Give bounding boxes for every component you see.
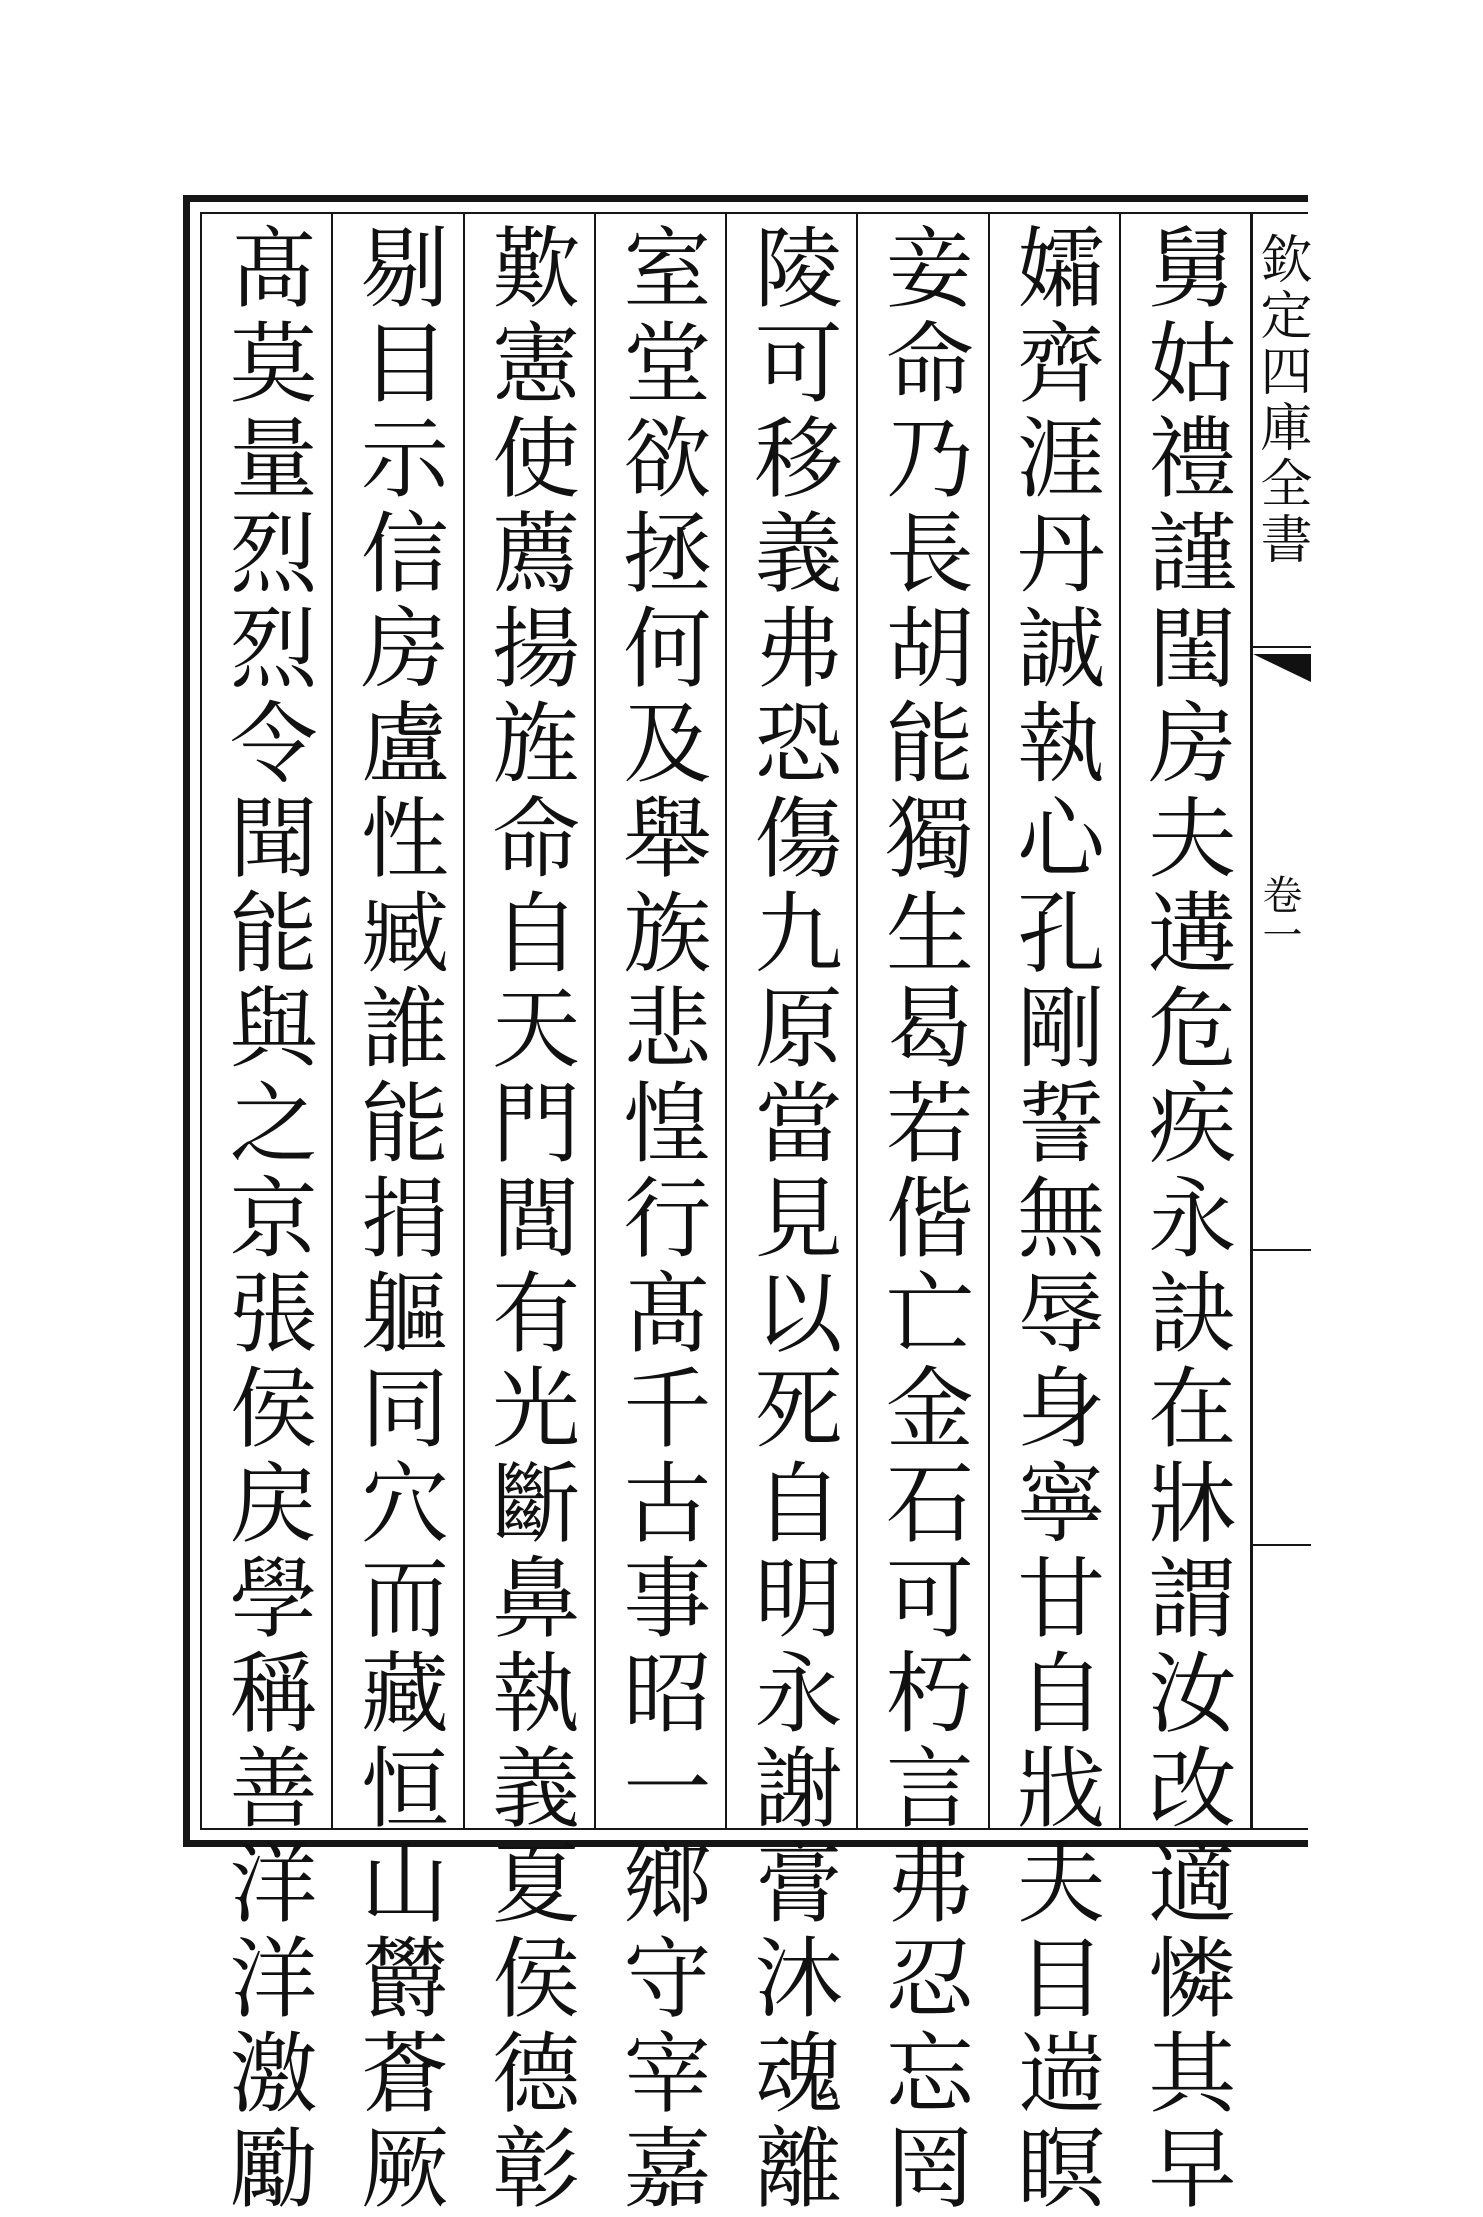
center-gutter: [1250, 214, 1311, 1828]
fish-tail-mark: [1253, 654, 1311, 682]
text-column-2: [988, 214, 1119, 2217]
gutter-divider-top: [1253, 646, 1311, 648]
inner-border: [200, 212, 1311, 2217]
text-columns: [202, 214, 1250, 2217]
column-text-1: 舅姑禮謹閨房夫遘危疾永訣在牀謂汝改適憐其早: [1134, 222, 1238, 2217]
text-column-8: [202, 214, 331, 2217]
text-column-4: [725, 214, 856, 2217]
text-column-1: [1119, 214, 1250, 2217]
column-text-2: 孀齊涯丹誠執心孔剛誓無辱身寧甘自戕夫目遄瞑: [1003, 222, 1107, 2217]
column-text-6: 歎憲使薦揚旌命自天門閭有光斷鼻執義夏侯德彰: [478, 222, 582, 2217]
column-text-8: 髙莫量烈烈令聞能與之京張侯戻學稱善洋洋激勵: [215, 222, 319, 2217]
text-column-5: [594, 214, 725, 2217]
page-frame: [183, 195, 1311, 2217]
column-text-5: 室堂欲拯何及舉族悲惶行髙千古事昭一鄉守宰嘉: [609, 222, 713, 2217]
text-column-3: [856, 214, 987, 2217]
gutter-divider-low: [1253, 1544, 1311, 1546]
column-text-4: 陵可移義弗恐傷九原當見以死自明永謝膏沐魂離: [740, 222, 844, 2217]
column-text-3: 妾命乃長胡能獨生曷若偕亡金石可朽言弗忍忘罔: [871, 222, 975, 2217]
book-title: 欽定四庫全書: [1251, 232, 1311, 568]
gutter-divider-mid: [1253, 1249, 1311, 1251]
column-text-7: 剔目示信房盧性臧誰能捐軀同穴而藏恒山欝蒼厥: [346, 222, 450, 2217]
text-column-7: [331, 214, 462, 2217]
juan-label: 卷一: [1256, 874, 1302, 954]
text-column-6: [463, 214, 594, 2217]
